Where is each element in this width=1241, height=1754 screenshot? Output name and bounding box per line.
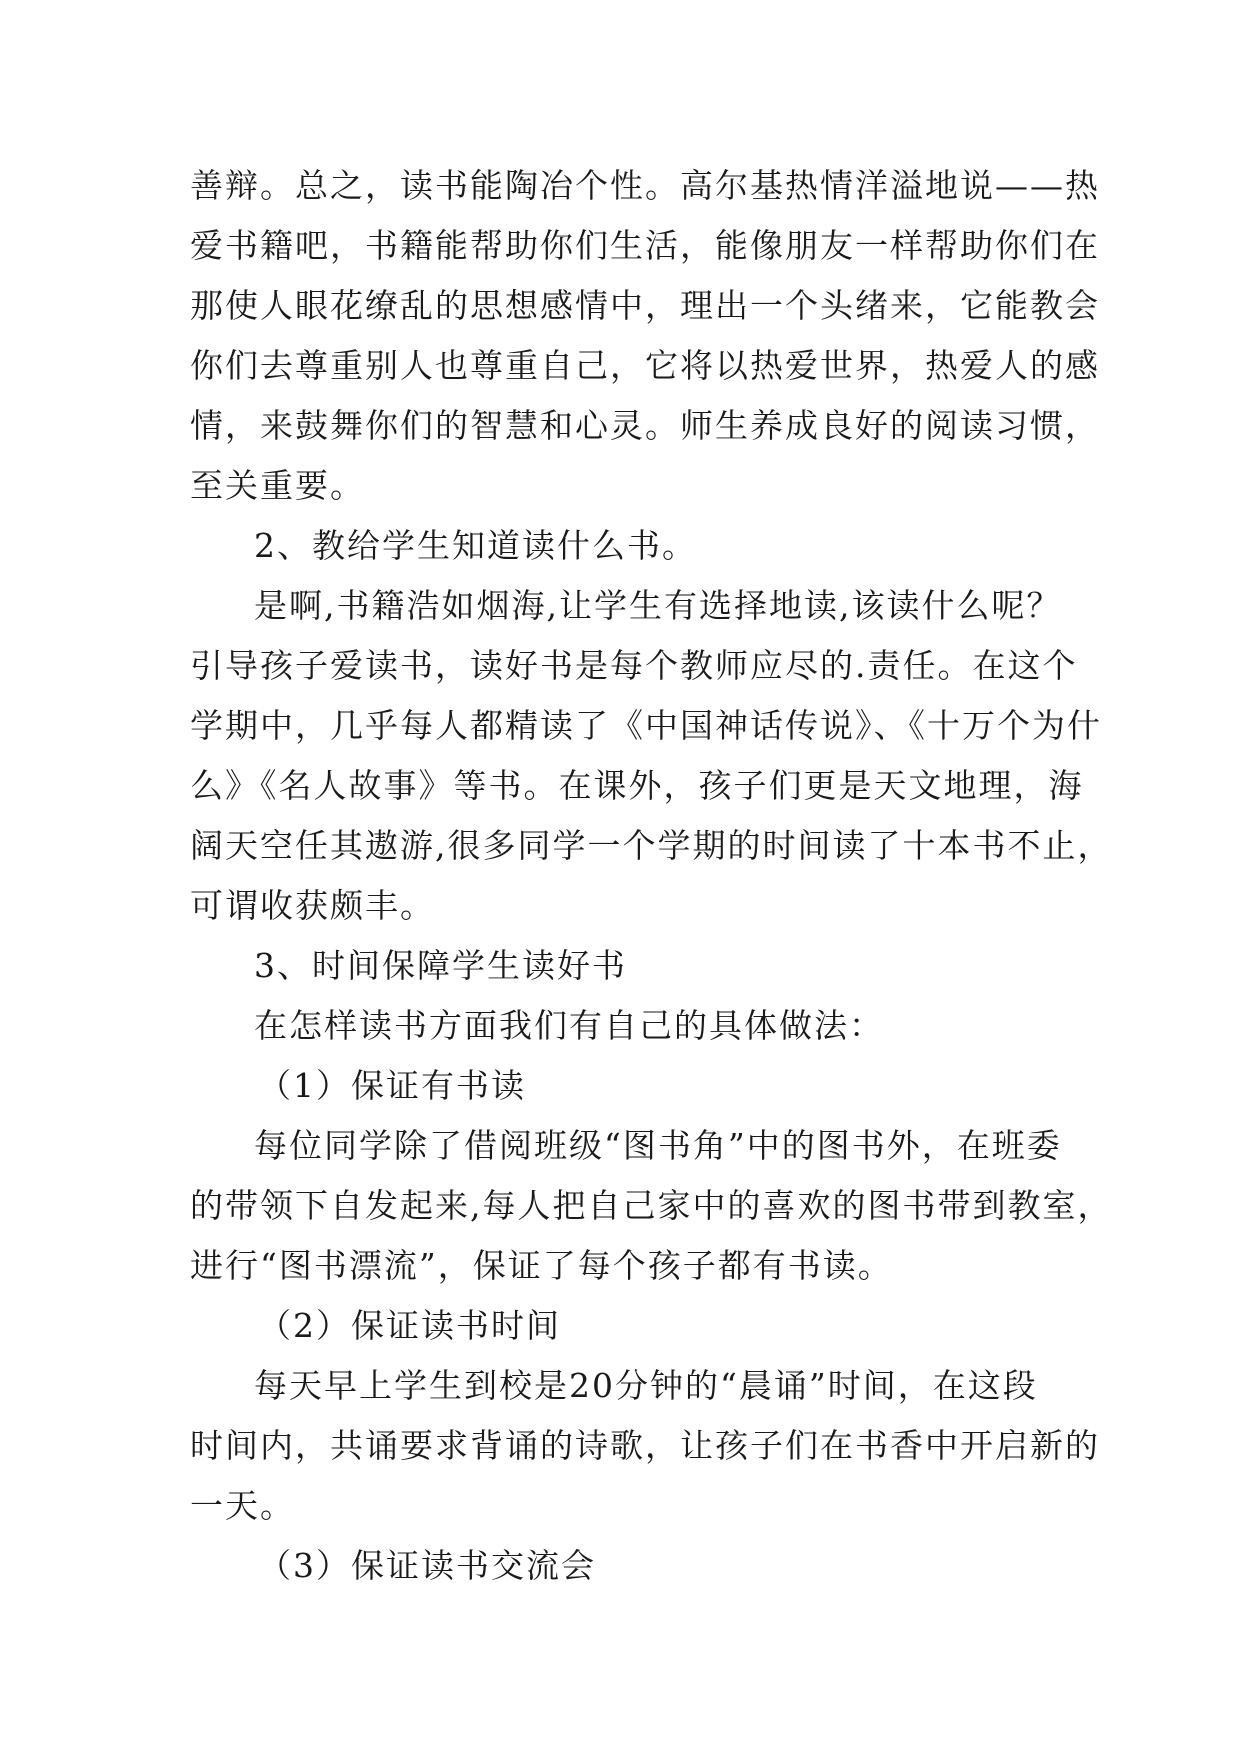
section-heading: 3、时间保障学生读好书 xyxy=(254,946,627,985)
paragraph-line: 时间内，共诵要求背诵的诗歌，让孩子们在书香中开启新的 xyxy=(190,1426,1100,1465)
paragraph-line: 学期中，几乎每人都精读了《中国神话传说》、《十万个为什 xyxy=(190,706,1102,745)
paragraph-line: 可谓收获颇丰。 xyxy=(190,886,435,925)
paragraph-line: 每天早上学生到校是20分钟的“晨诵”时间，在这段 xyxy=(254,1366,1038,1405)
paragraph-line: 进行“图书漂流”，保证了每个孩子都有书读。 xyxy=(190,1246,893,1285)
paragraph-line: 在怎样读书方面我们有自己的具体做法： xyxy=(254,1006,884,1045)
paragraph-line: 至关重要。 xyxy=(190,466,365,505)
paragraph-line: 每位同学除了借阅班级“图书角”中的图书外，在班委 xyxy=(254,1126,1062,1165)
section-heading: 2、教给学生知道读什么书。 xyxy=(254,526,697,565)
paragraph-line: 爱书籍吧，书籍能帮助你们生活，能像朋友一样帮助你们在 xyxy=(190,226,1100,265)
paragraph-line: 么》《名人故事》等书。在课外，孩子们更是天文地理，海 xyxy=(190,766,1084,805)
subsection-heading: （3）保证读书交流会 xyxy=(258,1546,596,1585)
paragraph-line: 的带领下自发起来,每人把自己家中的喜欢的图书带到教室， xyxy=(190,1186,1113,1225)
paragraph-line: 引导孩子爱读书，读好书是每个教师应尽的.责任。在这个 xyxy=(190,646,1078,685)
subsection-heading: （2）保证读书时间 xyxy=(258,1306,561,1345)
paragraph-line: 情，来鼓舞你们的智慧和心灵。师生养成良好的阅读习惯， xyxy=(190,406,1100,445)
paragraph-line: 阔天空任其遨游,很多同学一个学期的时间读了十本书不止， xyxy=(190,826,1113,865)
paragraph-line: 你们去尊重别人也尊重自己，它将以热爱世界，热爱人的感 xyxy=(190,346,1100,385)
paragraph-line: 是啊,书籍浩如烟海,让学生有选择地读,该读什么呢？ xyxy=(254,586,1062,625)
paragraph-line: 那使人眼花缭乱的思想感情中，理出一个头绪来，它能教会 xyxy=(190,286,1100,325)
subsection-heading: （1）保证有书读 xyxy=(258,1066,526,1105)
paragraph-line: 善辩。总之，读书能陶冶个性。高尔基热情洋溢地说——热 xyxy=(190,166,1100,205)
paragraph-line: 一天。 xyxy=(190,1486,295,1525)
